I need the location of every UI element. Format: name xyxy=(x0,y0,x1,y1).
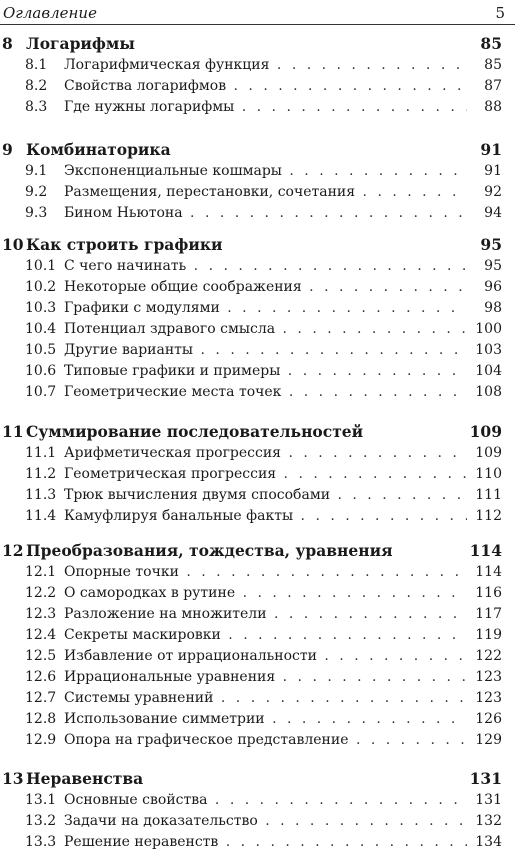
toc-chapter-row[interactable] xyxy=(0,33,515,55)
section-page-number: 122 xyxy=(471,646,502,667)
toc-chapter xyxy=(0,33,515,118)
section-title: Некоторые общие соображения . . . xyxy=(64,277,467,298)
section-number: 10.6 xyxy=(25,363,57,379)
section-page-number: 87 xyxy=(480,76,502,97)
toc-section-row[interactable] xyxy=(0,485,515,506)
section-title: Другие варианты . . . xyxy=(64,340,467,361)
section-number: 11.3 xyxy=(25,487,57,503)
section-number: 9.3 xyxy=(25,205,48,221)
section-page-number: 109 xyxy=(471,443,502,464)
section-page-number: 94 xyxy=(480,203,502,224)
section-number: 13.2 xyxy=(25,813,57,829)
toc-chapter xyxy=(0,421,515,527)
chapter-title: Неравенства xyxy=(26,769,144,788)
section-title: Иррациональные уравнения . . . xyxy=(64,667,467,688)
section-page-number: 134 xyxy=(471,832,502,853)
toc-section-row[interactable] xyxy=(0,562,515,583)
chapter-number: 10 xyxy=(2,235,24,254)
section-number: 12.9 xyxy=(25,732,57,748)
section-title: Разложение на множители . . . xyxy=(64,604,467,625)
section-page-number: 91 xyxy=(480,161,502,182)
section-page-number: 98 xyxy=(480,298,502,319)
section-title: Арифметическая прогрессия . . . xyxy=(64,443,467,464)
section-title: Задачи на доказательство . . . xyxy=(64,811,467,832)
toc-section-row[interactable] xyxy=(0,319,515,340)
toc-chapter xyxy=(0,540,515,751)
section-title: Решение неравенств . . . xyxy=(64,832,467,853)
toc-section-row[interactable] xyxy=(0,161,515,182)
section-title: С чего начинать . . . xyxy=(64,256,467,277)
toc-chapter-row[interactable] xyxy=(0,234,515,256)
section-title: Где нужны логарифмы . . . xyxy=(64,97,467,118)
section-page-number: 114 xyxy=(471,562,502,583)
section-page-number: 132 xyxy=(471,811,502,832)
section-number: 13.3 xyxy=(25,834,57,850)
section-page-number: 95 xyxy=(480,256,502,277)
section-number: 8.1 xyxy=(25,57,48,73)
section-page-number: 119 xyxy=(471,625,502,646)
section-number: 12.3 xyxy=(25,606,57,622)
toc-section-row[interactable] xyxy=(0,625,515,646)
section-title: Опорные точки . . . xyxy=(64,562,467,583)
toc-section-row[interactable] xyxy=(0,298,515,319)
section-title: Типовые графики и примеры . . . xyxy=(64,361,467,382)
toc-chapter xyxy=(0,234,515,403)
section-number: 11.4 xyxy=(25,508,57,524)
section-number: 12.2 xyxy=(25,585,57,601)
section-number: 10.2 xyxy=(25,279,57,295)
section-number: 10.7 xyxy=(25,384,57,400)
running-head-page-number: 5 xyxy=(495,4,505,22)
section-title: Экспоненциальные кошмары . . . xyxy=(64,161,467,182)
chapter-title: Как строить графики xyxy=(26,235,223,254)
toc-chapter xyxy=(0,768,515,853)
section-page-number: 96 xyxy=(480,277,502,298)
chapter-title: Комбинаторика xyxy=(26,140,171,159)
toc-section-row[interactable] xyxy=(0,790,515,811)
section-number: 12.8 xyxy=(25,711,57,727)
toc-chapter-row[interactable] xyxy=(0,768,515,790)
toc-section-row[interactable] xyxy=(0,97,515,118)
section-title: Основные свойства . . . xyxy=(64,790,467,811)
section-title: Трюк вычисления двумя способами . . . xyxy=(64,485,467,506)
section-title: Логарифмическая функция . . . xyxy=(64,55,467,76)
chapter-number: 13 xyxy=(2,769,24,788)
chapter-page-number: 109 xyxy=(469,422,502,441)
section-number: 12.1 xyxy=(25,564,57,580)
toc-chapter-row[interactable] xyxy=(0,540,515,562)
section-title: Системы уравнений . . . xyxy=(64,688,467,709)
section-number: 8.3 xyxy=(25,99,48,115)
chapter-number: 12 xyxy=(2,541,24,560)
section-number: 11.2 xyxy=(25,466,57,482)
chapter-page-number: 95 xyxy=(480,235,502,254)
chapter-number: 11 xyxy=(2,422,24,441)
section-number: 12.6 xyxy=(25,669,57,685)
section-title: Камуфлируя банальные факты . . . xyxy=(64,506,467,527)
toc-section-row[interactable] xyxy=(0,382,515,403)
toc-section-row[interactable] xyxy=(0,76,515,97)
section-page-number: 112 xyxy=(471,506,502,527)
toc-section-row[interactable] xyxy=(0,361,515,382)
section-page-number: 100 xyxy=(471,319,502,340)
toc-section-row[interactable] xyxy=(0,506,515,527)
toc-section-row[interactable] xyxy=(0,832,515,853)
section-title: Использование симметрии . . . xyxy=(64,709,467,730)
toc-section-row[interactable] xyxy=(0,811,515,832)
section-page-number: 104 xyxy=(471,361,502,382)
chapter-page-number: 85 xyxy=(480,34,502,53)
section-page-number: 92 xyxy=(480,182,502,203)
toc-section-row[interactable] xyxy=(0,667,515,688)
section-title: Потенциал здравого смысла . . . xyxy=(64,319,467,340)
section-number: 10.5 xyxy=(25,342,57,358)
toc-chapter-row[interactable] xyxy=(0,421,515,443)
chapter-number: 8 xyxy=(2,34,13,53)
toc-section-row[interactable] xyxy=(0,583,515,604)
toc-section-row[interactable] xyxy=(0,730,515,751)
section-page-number: 123 xyxy=(471,688,502,709)
toc-section-row[interactable] xyxy=(0,340,515,361)
toc-section-row[interactable] xyxy=(0,646,515,667)
chapter-page-number: 91 xyxy=(480,140,502,159)
section-page-number: 123 xyxy=(471,667,502,688)
header-rule xyxy=(0,24,515,25)
chapter-title: Суммирование последовательностей xyxy=(26,422,364,441)
section-number: 9.1 xyxy=(25,163,48,179)
section-number: 12.5 xyxy=(25,648,57,664)
toc-section-row[interactable] xyxy=(0,709,515,730)
toc-section-row[interactable] xyxy=(0,604,515,625)
section-number: 12.7 xyxy=(25,690,57,706)
toc-section-row[interactable] xyxy=(0,443,515,464)
section-title: Размещения, перестановки, сочетания . . . xyxy=(64,182,467,203)
section-title: Свойства логарифмов . . . xyxy=(64,76,467,97)
running-head xyxy=(3,3,505,23)
section-number: 9.2 xyxy=(25,184,48,200)
section-page-number: 108 xyxy=(471,382,502,403)
section-page-number: 111 xyxy=(471,485,502,506)
section-number: 13.1 xyxy=(25,792,57,808)
section-page-number: 117 xyxy=(471,604,502,625)
toc-section-row[interactable] xyxy=(0,55,515,76)
section-title: Избавление от иррациональности . . . xyxy=(64,646,467,667)
section-title: Геометрическая прогрессия . . . xyxy=(64,464,467,485)
toc-section-row[interactable] xyxy=(0,464,515,485)
section-number: 10.1 xyxy=(25,258,57,274)
section-number: 11.1 xyxy=(25,445,57,461)
section-page-number: 131 xyxy=(471,790,502,811)
section-page-number: 126 xyxy=(471,709,502,730)
toc-section-row[interactable] xyxy=(0,203,515,224)
section-page-number: 116 xyxy=(471,583,502,604)
section-page-number: 88 xyxy=(480,97,502,118)
toc-section-row[interactable] xyxy=(0,277,515,298)
section-page-number: 129 xyxy=(471,730,502,751)
toc-section-row[interactable] xyxy=(0,688,515,709)
section-title: Секреты маскировки . . . xyxy=(64,625,467,646)
running-head-title: Оглавление xyxy=(3,4,97,22)
chapter-page-number: 114 xyxy=(469,541,502,560)
section-title: О самородках в рутине . . . xyxy=(64,583,467,604)
section-title: Бином Ньютона . . . xyxy=(64,203,467,224)
section-number: 10.4 xyxy=(25,321,57,337)
section-title: Геометрические места точек . . . xyxy=(64,382,467,403)
section-number: 12.4 xyxy=(25,627,57,643)
section-title: Опора на графическое представление . . . xyxy=(64,730,467,751)
section-title: Графики с модулями . . . xyxy=(64,298,467,319)
chapter-number: 9 xyxy=(2,140,13,159)
section-number: 10.3 xyxy=(25,300,57,316)
chapter-page-number: 131 xyxy=(469,769,502,788)
section-number: 8.2 xyxy=(25,78,48,94)
section-page-number: 103 xyxy=(471,340,502,361)
chapter-title: Преобразования, тождества, уравнения xyxy=(26,541,393,560)
toc-section-row[interactable] xyxy=(0,256,515,277)
toc-chapter-row[interactable] xyxy=(0,139,515,161)
toc-chapter xyxy=(0,139,515,224)
section-page-number: 85 xyxy=(480,55,502,76)
section-page-number: 110 xyxy=(471,464,502,485)
toc-section-row[interactable] xyxy=(0,182,515,203)
chapter-title: Логарифмы xyxy=(26,34,135,53)
